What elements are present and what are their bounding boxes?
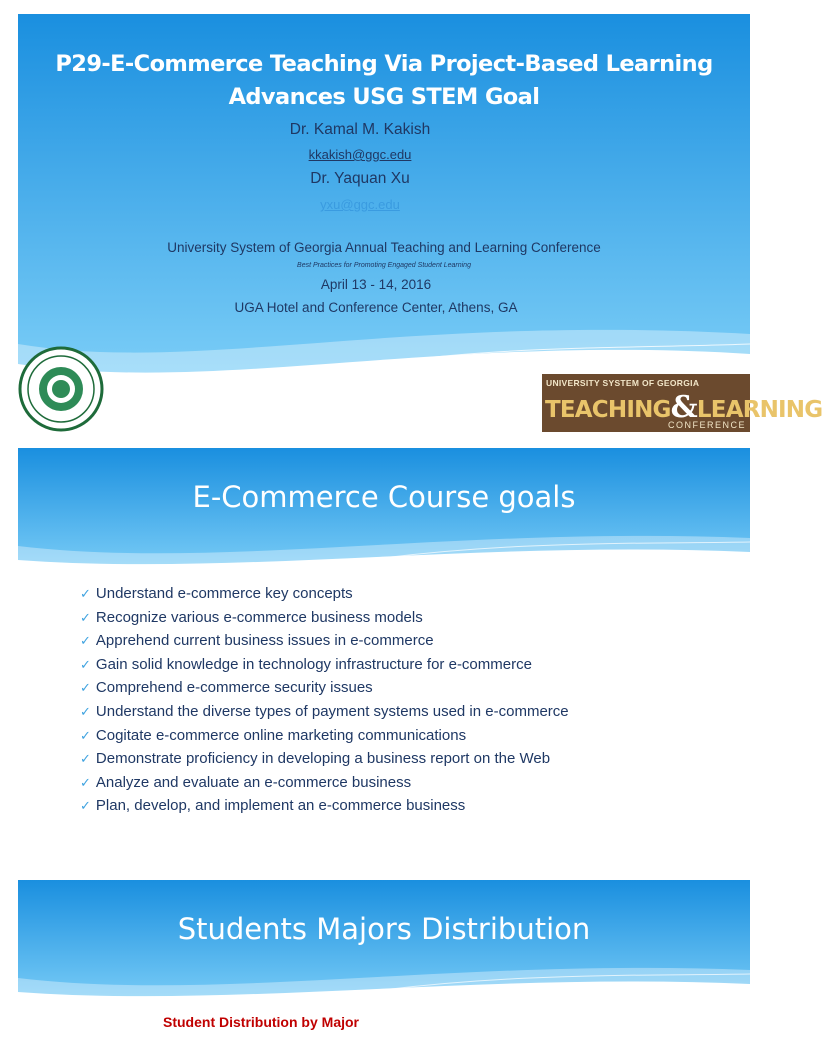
college-seal-logo [18,346,104,432]
check-icon: ✓ [80,727,91,743]
check-icon: ✓ [80,586,91,601]
goal-item: ✓ Gain solid knowledge in technology infrastructure for e-commerce [80,655,532,673]
slide-heading: Students Majors Distribution [177,912,591,946]
author-2: Dr. Yaquan Xu [310,170,410,187]
check-icon: ✓ [80,633,91,649]
email-link-1[interactable]: kkakish@ggc.edu [308,147,412,162]
check-icon: ✓ [80,609,91,625]
majors-distribution-slide [18,880,750,1040]
author-1: Dr. Kamal M. Kakish [289,121,431,138]
goals-list [80,582,569,818]
goal-item: ✓ Understand e-commerce key concepts [80,585,353,602]
conference-dates: April 13 - 14, 2016 [320,277,432,292]
goal-item: ✓ Comprehend e-commerce security issues [80,679,373,697]
logo-conference-line: CONFERENCE [667,420,746,430]
course-goals-slide [18,448,750,864]
check-icon: ✓ [80,774,91,790]
goal-item: ✓ Cogitate e-commerce online marketing communications [80,726,467,744]
check-icon: ✓ [80,703,91,719]
slide-title-line2: Advances USG STEM Goal [228,84,540,110]
goal-item: ✓ Demonstrate proficiency in developing a business report on the Web [80,750,551,768]
teaching-learning-conference-logo [542,374,822,432]
goal-item: ✓ Recognize various e-commerce business models [80,608,423,626]
goal-item: ✓ Apprehend current business issues in e-commerce [80,632,434,650]
slide-title-line1: P29-E-Commerce Teaching Via Project-Based Learning [55,51,713,77]
logo-wordmark: TEACHING&LEARNING [545,390,822,425]
conference-tagline: Best Practices for Promoting Engaged Student Learning [297,262,471,269]
conference-venue: UGA Hotel and Conference Center, Athens, GA [234,300,518,315]
check-icon: ✓ [80,798,91,814]
check-icon: ✓ [80,751,91,767]
chart-subheading: Student Distribution by Major [163,1014,359,1030]
check-icon: ✓ [80,656,91,672]
email-link-2[interactable]: yxu@ggc.edu [320,197,400,212]
conference-name: University System of Georgia Annual Teaching and Learning Conference [167,240,601,255]
goal-item: ✓ Plan, develop, and implement an e-commerce business [80,797,466,815]
slide-heading: E-Commerce Course goals [192,480,576,514]
goal-item: ✓ Analyze and evaluate an e-commerce business [80,773,412,791]
title-slide [18,14,822,434]
logo-org-line: UNIVERSITY SYSTEM OF GEORGIA [546,378,700,388]
check-icon: ✓ [80,680,91,696]
goal-item: ✓ Understand the diverse types of payment systems used in e-commerce [80,702,569,720]
